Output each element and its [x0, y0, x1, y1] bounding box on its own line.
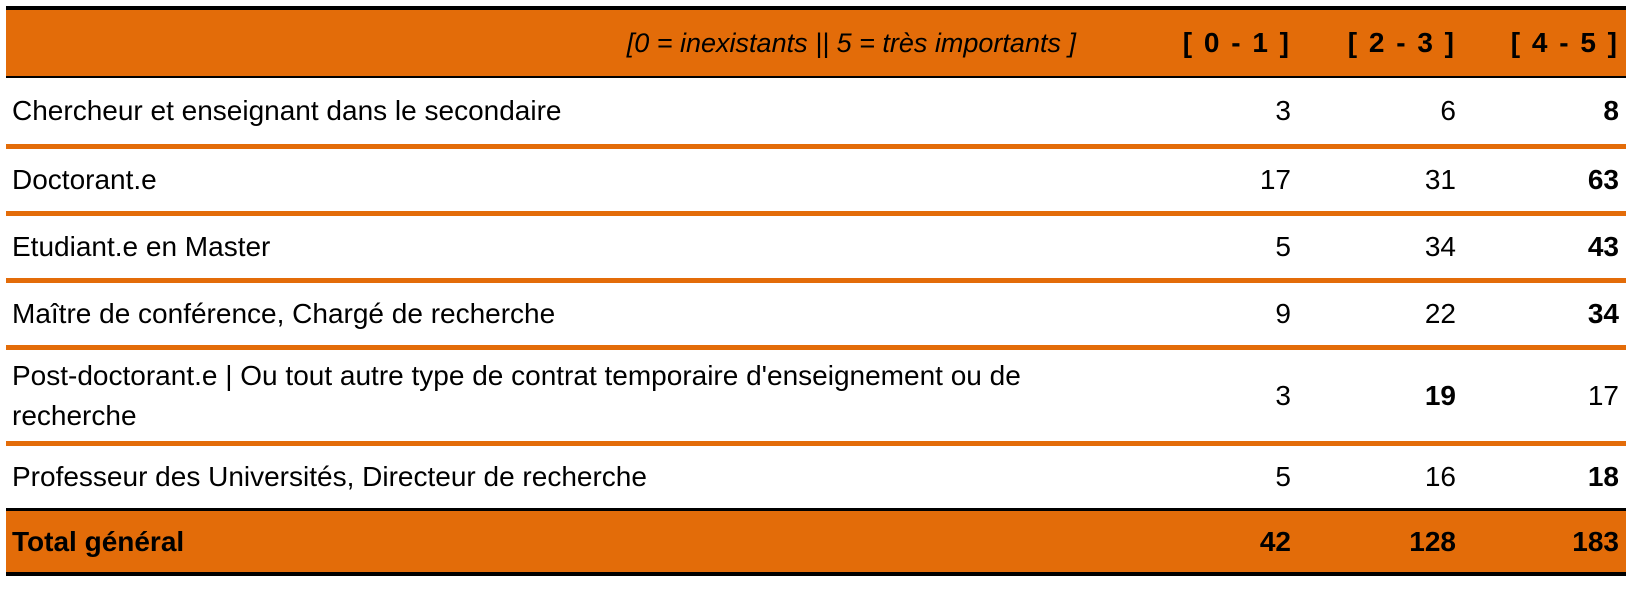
total-value-4-5: 183: [1572, 525, 1619, 557]
row-label: Maître de conférence, Chargé de recherche: [12, 298, 556, 329]
table-row: [6, 211, 1626, 278]
scale-legend: [6, 23, 1106, 63]
row-value-0-1: 17: [1259, 164, 1291, 195]
legend-open-bracket: [: [626, 28, 635, 58]
table-row: [6, 441, 1626, 508]
row-label: Doctorant.e: [12, 164, 157, 195]
row-value-4-5: 17: [1587, 379, 1619, 411]
row-label: Post-doctorant.e | Ou tout autre type de contrat temporaire d'enseignement ou de recherche: [12, 359, 1021, 431]
table-total-row: [6, 508, 1626, 576]
table-header-row: [6, 6, 1626, 76]
row-value-2-3: 22: [1424, 298, 1456, 329]
table-row: [6, 278, 1626, 345]
row-value-2-3: 19: [1424, 379, 1456, 411]
total-label: Total général: [12, 525, 185, 557]
column-header-2-3: [ 2 - 3 ]: [1347, 27, 1456, 58]
table-row: [6, 345, 1626, 441]
total-value-2-3: 128: [1409, 525, 1456, 557]
row-value-0-1: 3: [1275, 379, 1291, 411]
row-value-2-3: 6: [1440, 95, 1456, 126]
row-label: Etudiant.e en Master: [12, 231, 271, 262]
row-label: Chercheur et enseignant dans le secondaire: [12, 95, 562, 126]
legend-text: 0 = inexistants || 5 = très importants: [634, 28, 1061, 58]
row-value-4-5: 18: [1587, 461, 1619, 492]
column-header-4-5: [ 4 - 5 ]: [1510, 27, 1619, 58]
total-value-0-1: 42: [1259, 525, 1291, 557]
row-value-4-5: 63: [1587, 164, 1619, 195]
row-value-4-5: 43: [1587, 231, 1619, 262]
row-value-2-3: 31: [1424, 164, 1456, 195]
row-value-0-1: 9: [1275, 298, 1291, 329]
row-value-0-1: 3: [1275, 95, 1291, 126]
row-value-0-1: 5: [1275, 231, 1291, 262]
column-header-0-1: [ 0 - 1 ]: [1182, 27, 1291, 58]
row-value-4-5: 34: [1587, 298, 1619, 329]
table-row: [6, 76, 1626, 144]
row-value-4-5: 8: [1603, 95, 1619, 126]
row-label: Professeur des Universités, Directeur de recherche: [12, 461, 647, 492]
row-value-0-1: 5: [1275, 461, 1291, 492]
response-table: [6, 6, 1626, 576]
legend-close-bracket: ]: [1068, 28, 1076, 58]
row-value-2-3: 34: [1424, 231, 1456, 262]
table-row: [6, 144, 1626, 211]
row-value-2-3: 16: [1424, 461, 1456, 492]
